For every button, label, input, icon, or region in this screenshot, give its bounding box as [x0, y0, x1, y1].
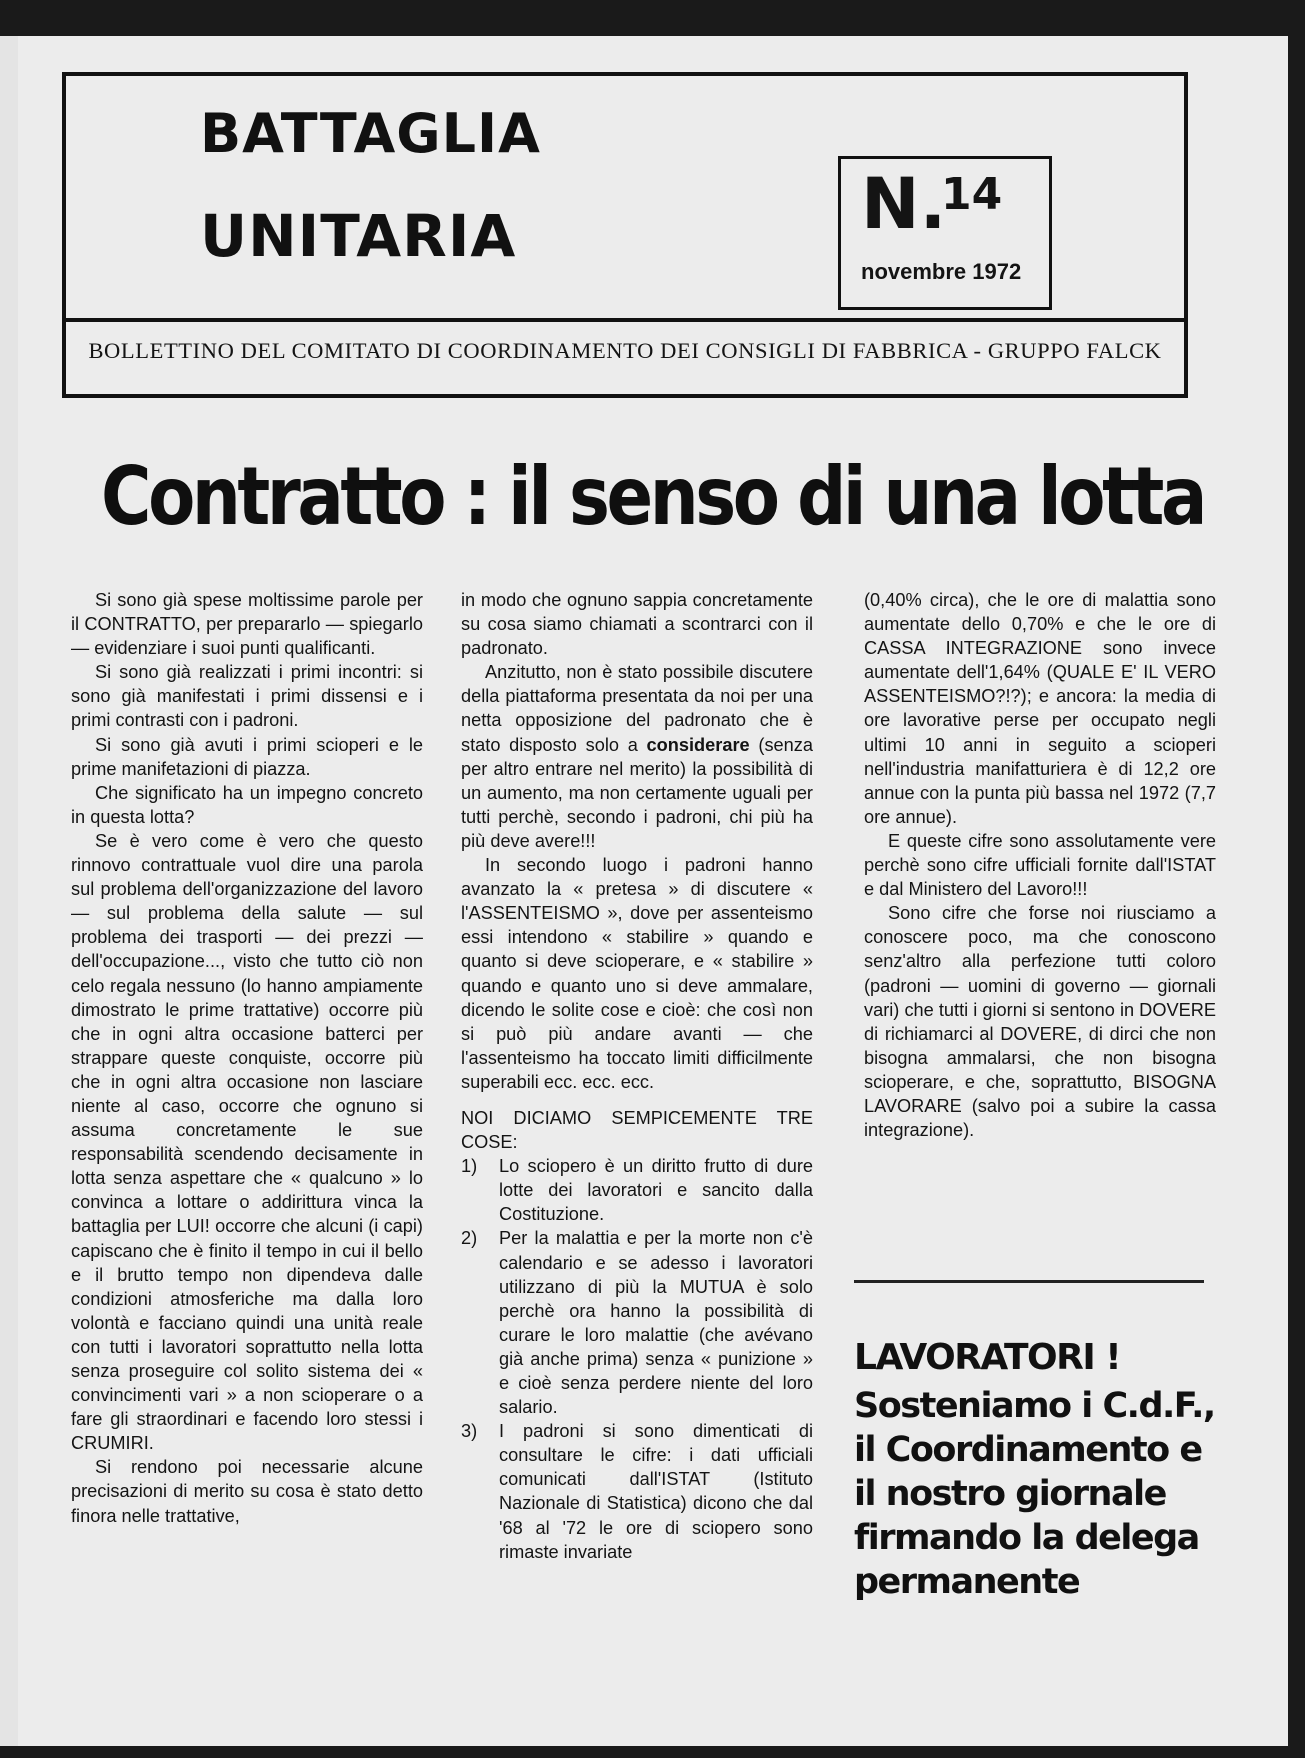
masthead-divider	[66, 318, 1184, 322]
list-number: 1)	[461, 1156, 478, 1177]
list-item-text: Per la malattia e per la morte non c'è calendario e se adesso i lavoratori utilizzano di più la MUTUA è solo perchè ora hanno la possibilità di curare le loro malattie (che avévano già anche prima) senza « punizione » e cioè senza perdere niente del loro salario.	[499, 1228, 813, 1418]
appeal-box	[854, 1336, 1214, 1604]
paragraph: Si sono già realizzati i primi incontri: si sono già manifestati i primi dissensi e i primi contrasti con i padroni.	[71, 662, 423, 731]
issue-box	[838, 156, 1052, 310]
list-item	[461, 1419, 813, 1564]
paragraph: Si sono già spese moltissime parole per il CONTRATTO, per prepararlo — spiegarlo — evidenziare i suoi punti qualificanti.	[71, 590, 423, 659]
appeal-line: il Coordinamento e	[854, 1430, 1202, 1470]
list-item-text: Lo sciopero è un diritto frutto di dure lotte dei lavoratori e sancito dalla Costituzione.	[499, 1156, 813, 1225]
list-item-text: I padroni si sono dimenticati di consultare le cifre: i dati ufficiali comunicati dall'ISTAT (Istituto Nazionale di Statistica) dicono che dal '68 al '72 le ore di sciopero sono rimaste invariate	[499, 1421, 813, 1562]
numbered-list	[461, 1154, 813, 1564]
issue-number: 14	[941, 169, 1003, 220]
masthead-title-line2: UNITARIA	[200, 202, 517, 270]
issue-date: novembre 1972	[861, 259, 1022, 284]
article-column-2	[461, 588, 813, 1564]
issue-label: N.	[861, 163, 947, 245]
list-item	[461, 1226, 813, 1419]
masthead-subtitle: BOLLETTINO DEL COMITATO DI COORDINAMENTO DEI CONSIGLI DI FABBRICA - GRUPPO FALCK	[88, 338, 1162, 363]
list-intro: NOI DICIAMO SEMPICEMENTE TRE COSE:	[461, 1107, 813, 1153]
list-item	[461, 1154, 813, 1226]
paragraph: (0,40% circa), che le ore di malattia sono aumentate dello 0,70% e che le ore di CASSA INTEGRAZIONE sono invece aumentate dell'1,64% (QUALE E' IL VERO ASSENTEISMO?!?); e ancora: la media di ore lavorative perse per occupato negli ultimi 10 anni in seguito a scioperi nell'industria manifatturiera è di 12,2 ore annue con la punta più bassa nel 1972 (7,7 ore annue).	[864, 590, 1216, 827]
paragraph: In secondo luogo i padroni hanno avanzato la « pretesa » di discutere « l'ASSENTEISMO », dove per assenteismo essi intendono « stabilire » quando e quanto si deve scioperare, e « stabilire » quando e quanto uno si deve ammalare, dicendo le solite cose e cioè: che così non si può più andare avanti — che l'assenteismo ha toccato limiti difficilmente superabili ecc. ecc. ecc.	[461, 855, 813, 1092]
appeal-heading: LAVORATORI !	[854, 1337, 1121, 1378]
paragraph: Si sono già avuti i primi scioperi e le prime manifetazioni di piazza.	[71, 734, 423, 779]
article-column-3	[864, 588, 1216, 1142]
paragraph: in modo che ognuno sappia concretamente su cosa siamo chiamati a scontrarci con il padronato.	[461, 590, 813, 659]
appeal-line: Sosteniamo i C.d.F.,	[854, 1386, 1215, 1426]
article-headline: Contratto : il senso di una lotta	[101, 450, 1204, 543]
section-rule	[854, 1280, 1204, 1283]
paragraph: Che significato ha un impegno concreto in questa lotta?	[71, 782, 423, 827]
paragraph: Sono cifre che forse noi riusciamo a conoscere poco, ma che conoscono senz'altro alla perfezione tutti coloro (padroni — uomini di governo — giornali vari) che tutti i giorni si sentono in DOVERE di richiamarci al DOVERE, di dirci che non bisogna ammalarsi, che non bisogna scioperare, e che, soprattutto, BISOGNA LAVORARE (salvo poi a subire la cassa integrazione).	[864, 903, 1216, 1141]
paragraph: Se è vero come è vero che questo rinnovo contrattuale vuol dire una parola sul problema dell'organizzazione del lavoro — sul problema della salute — sul problema dei trasporti — dei prezzi — dell'occupazione..., visto che tutto ciò non celo regala nessuno (lo hanno ampiamente dimostrato le prime trattative) occorre più che in ogni altra occasione batterci per strappare queste conquiste, occorre più che in ogni altra occasione non lasciare niente al caso, occorre che ognuno si assuma concretamente le sue responsabilità scendendo decisamente in lotta senza aspettare che « qualcuno » lo convinca a lottare o addirittura vinca la battaglia per LUI! occorre che alcuni (i capi) capiscano che è finito il tempo in cui il bello e il brutto tempo non dipendeva dalle condizioni atmosferiche ma dalla loro volontà e facciano quindi una unità reale con tutti i lavoratori soprattutto nella lotta senza proseguire col solito sistema dei « convincimenti vari » a non scioperare o a fare gli straordinari e facendo loro stessi i CRUMIRI.	[71, 830, 423, 1454]
paragraph	[461, 660, 813, 853]
masthead-title-line1: BATTAGLIA	[200, 102, 541, 165]
appeal-line: permanente	[854, 1562, 1080, 1602]
emphasis-text: considerare	[646, 734, 750, 755]
paragraph: E queste cifre sono assolutamente vere perchè sono cifre ufficiali fornite dall'ISTAT e dal Ministero del Lavoro!!!	[864, 830, 1216, 900]
appeal-line: il nostro giornale	[854, 1474, 1166, 1514]
list-number: 3)	[461, 1421, 478, 1442]
text-run: Anzitutto, non è stato possibile discutere della piattaforma presentata da noi per una netta opposizione del padronato che è stato disposto solo a	[461, 662, 813, 755]
list-number: 2)	[461, 1228, 478, 1249]
text-run: (senza per altro entrare nel merito) la possibilità di un aumento, ma non certamente uguali per tutti perchè, secondo i padroni, chi più ha più deve avere!!!	[461, 734, 813, 851]
paragraph: Si rendono poi necessarie alcune precisazioni di merito su cosa è stato detto finora nelle trattative,	[71, 1457, 423, 1526]
article-column-1	[71, 588, 423, 1528]
masthead	[62, 72, 1188, 398]
appeal-line: firmando la delega	[854, 1518, 1199, 1558]
